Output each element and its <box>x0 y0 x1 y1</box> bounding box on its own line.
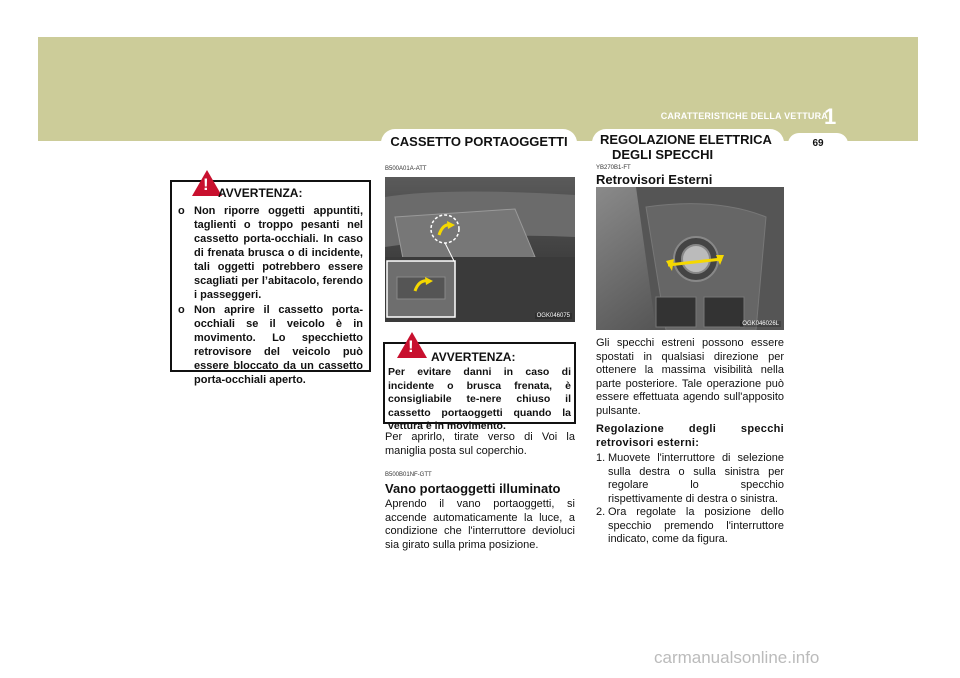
lit-glovebox-text: Aprendo il vano portaoggetti, si accende automaticamente la luce, a condizione che l'interruttore devioluci sia girato sulla prima posizione. <box>385 498 575 551</box>
mirror-switch-illustration <box>596 187 784 330</box>
step-text: Ora regolate la posizione dello specchio premendo l'interruttore indicato, come da figura. <box>608 506 784 545</box>
mirrors-intro: Gli specchi estreni possono essere spostati in qualsiasi direzione per ottenere la massima visibilità nella parte posteriore. Tale operazione può essere effettuata agendo sull'apposito pulsante. <box>596 337 784 417</box>
section-code: B500A01A-ATT <box>385 166 427 172</box>
section-tab-mirrors <box>592 129 784 162</box>
bullet: o <box>178 304 185 316</box>
chapter-title: CARATTERISTICHE DELLA VETTURA <box>660 111 828 121</box>
warning-text: Per evitare danni in caso di incidente o brusca frenata, è consigliabile te-nere chiuso il cassetto portaoggetti quando la vettura è in movimento. <box>388 366 571 432</box>
bullet: o <box>178 205 185 217</box>
mirror-switch-photo <box>596 187 784 330</box>
mirror-steps <box>596 452 784 547</box>
lit-glovebox-heading: Vano portaoggetti illuminato <box>385 481 561 496</box>
warning-item <box>178 303 363 387</box>
header-band <box>38 37 918 141</box>
warning-item-text: Non riporre oggetti appuntiti, taglienti o troppo pesanti nel cassetto porta-occhiali. In caso di frenata brusca o di incidente, tali oggetti potrebbero essere scagliati per l’abitacolo, ferendo i passeggeri. <box>194 205 363 301</box>
image-code: OGK046026L <box>742 321 779 327</box>
warning-list <box>178 204 363 388</box>
chapter-number: 1 <box>824 104 837 129</box>
step-item <box>596 452 784 506</box>
section-code-mirrors: YB270B1-FT <box>596 165 631 171</box>
mirror-adjust-label: Regolazione degli specchi retrovisori esterni: <box>596 423 784 449</box>
warning-title: AVVERTENZA: <box>218 186 303 200</box>
section-tab-glovebox: CASSETTO PORTAOGGETTI <box>381 129 577 159</box>
warning-item <box>178 204 363 302</box>
glovebox-illustration <box>385 177 575 322</box>
open-instructions: Per aprirlo, tirate verso di Voi la maniglia posta sul coperchio. <box>385 431 575 457</box>
step-item <box>596 506 784 547</box>
warning-box-glovebox <box>170 175 371 386</box>
warning-triangle-icon: ! <box>192 170 222 196</box>
warning-item-text: Non aprire il cassetto porta-occhiali se il veicolo è in movimento. Lo specchietto retrovisore del veicolo può essere bloccato da un cassetto porta-occhiali aperto. <box>194 304 363 386</box>
step-text: Muovete l'interruttore di selezione sulla destra o sulla sinistra per regolare lo specchio rispettivamente di destra o sinistra. <box>608 452 784 505</box>
step-number: 1. <box>596 452 606 464</box>
warning-title: AVVERTENZA: <box>431 350 516 364</box>
page-number: 69 <box>788 133 848 155</box>
section-code-2: B500B01NF-GTT <box>385 472 432 478</box>
image-code: OGK046075 <box>536 313 570 319</box>
exterior-mirrors-heading: Retrovisori Esterni <box>596 172 713 187</box>
step-number: 2. <box>596 506 606 518</box>
section-tab-mirrors-line2: DEGLI SPECCHI <box>612 147 714 162</box>
watermark: carmanualsonline.info <box>654 648 820 667</box>
warning-triangle-icon: ! <box>397 332 427 358</box>
glovebox-photo <box>385 177 575 322</box>
section-tab-mirrors-line1: REGOLAZIONE ELETTRICA <box>600 132 772 147</box>
warning-box-closed-glovebox <box>383 337 576 432</box>
